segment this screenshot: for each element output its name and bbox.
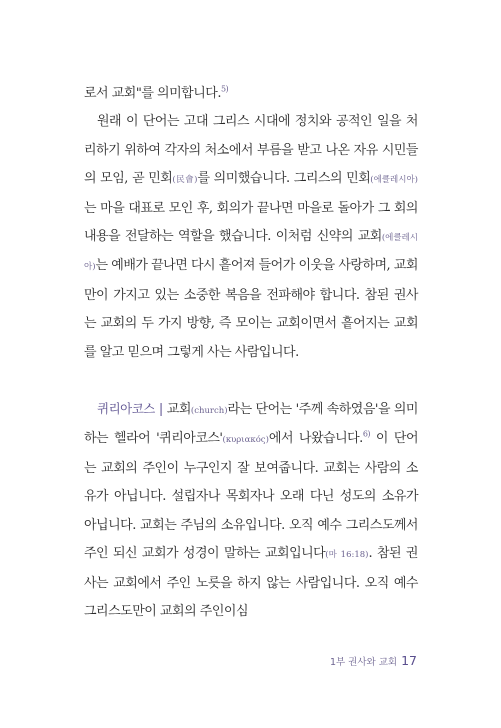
gloss: (에클레시아) [84, 233, 418, 273]
text-run: . 참된 권사는 교회에서 주인 노릇을 하지 않는 사람입니다. 오직 예수 그리스도만이 교회의 주인이심 [84, 546, 418, 619]
footnote-marker: 6) [362, 430, 371, 440]
term-separator: | [158, 402, 163, 418]
hanja-gloss: (民會) [172, 175, 198, 186]
text-run: 라는 단어는 '주께 속하였음'을 의미하는 헬라어 '퀴리아코스' [84, 402, 418, 447]
section-title: 1부 권사와 교회 [329, 657, 398, 668]
text-run: 에서 나왔습니다. [268, 431, 363, 447]
gloss: (에클레시아) [370, 175, 418, 186]
text-run: 는 예배가 끝나면 다시 흩어져 들어가 이웃을 사랑하며, 교회만이 가지고 있는 소중한 복음을 전파해야 합니다. 참된 권사는 교회의 두 가지 방향, 즉 모이는 교회이면서 흩어지는 교회를 알고 믿으며 그렇게 사는 사람입니다. [84, 258, 418, 360]
term-heading: 퀴리아코스 [97, 401, 155, 417]
greek-gloss: (κυριακός) [222, 435, 269, 446]
english-gloss: (church) [190, 406, 228, 417]
text-run: 교회 [166, 402, 191, 418]
paragraph-ecclesia [84, 108, 418, 367]
text-run: 이 단어는 교회의 주인이 누구인지 잘 보여줍니다. 교회는 사람의 소유가 아닙니다. 설립자나 목회자나 오래 다닌 성도의 소유가 아닙니다. 교회는 주님의 소유입니다. 오직 예수 그리스도께서 주인 되신 교회가 성경이 말하는 교회입니다 [84, 431, 418, 562]
text-run: 원래 이 단어는 고대 그리스 시대에 정치와 공적인 일을 처리하기 위하여 각자의 처소에서 부름을 받고 나온 자유 시민들의 모임, 곧 민회 [84, 114, 418, 187]
text-run: 로서 교회"를 의미합니다. [84, 86, 221, 101]
paragraph-kyriakos [84, 395, 418, 626]
page-number: 17 [401, 653, 417, 668]
scripture-reference: (마 16:18) [325, 550, 369, 561]
page-footer [330, 653, 417, 668]
text-run: 는 마을 대표로 모인 후, 회의가 끝나면 마을로 돌아가 그 회의 내용을 전달하는 역할을 했습니다. 이처럼 신약의 교회 [84, 200, 418, 245]
paragraph-continuation [84, 80, 418, 108]
body-text [84, 80, 418, 626]
text-run: 를 의미했습니다. 그리스의 민회 [197, 171, 371, 187]
footnote-marker: 5) [220, 84, 229, 94]
